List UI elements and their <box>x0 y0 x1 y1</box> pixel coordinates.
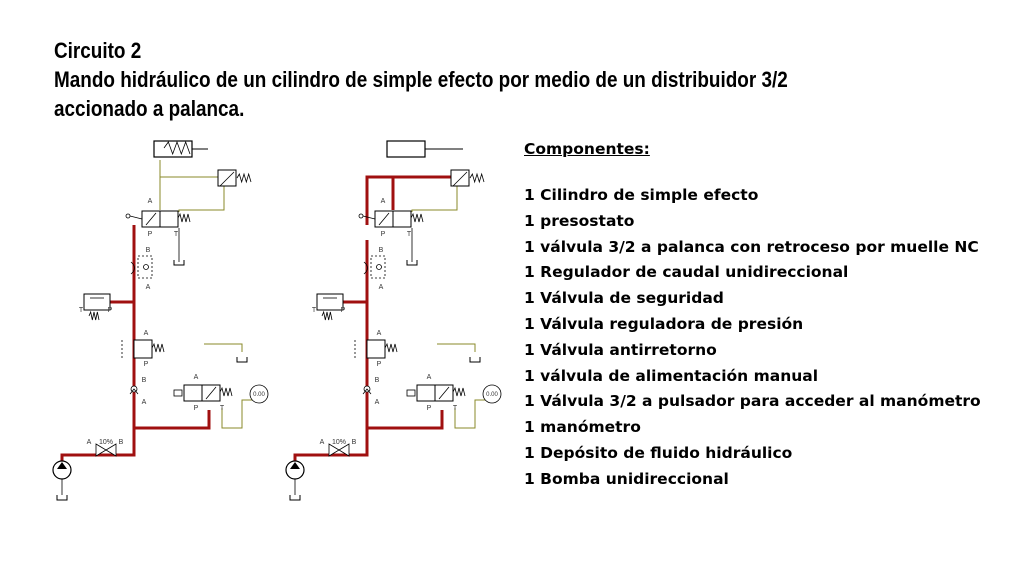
lever-arm <box>130 216 142 219</box>
pressure-line-gauge-branch <box>367 410 442 428</box>
pressure-line-main <box>62 240 134 463</box>
valve-32-box-right <box>160 211 178 227</box>
gauge-tank-icon <box>470 357 480 362</box>
port-label: B <box>141 377 147 384</box>
port-label: P <box>143 361 149 368</box>
gauge-signal-line <box>219 400 256 428</box>
port-label: A <box>378 284 384 291</box>
port-label: T <box>173 231 179 238</box>
push-button-icon <box>174 390 182 396</box>
pressure-line-main <box>295 240 367 463</box>
pressure-switch-spring-icon <box>237 174 251 182</box>
component-item: 1 Válvula de seguridad <box>524 289 724 308</box>
circuit-right <box>286 141 501 500</box>
pressure-line-gauge-branch <box>134 410 209 428</box>
pump-tank-icon <box>290 495 300 500</box>
manometer-reading: 0.00 <box>253 392 265 398</box>
gauge-valve-spring-icon <box>453 388 465 396</box>
cylinder-body <box>387 141 425 157</box>
valve-return-spring-icon <box>411 214 423 222</box>
component-item: 1 Válvula reguladora de presión <box>524 314 804 333</box>
pilot-line-drain <box>179 186 224 212</box>
port-label: B <box>351 439 357 446</box>
port-label: A <box>141 399 147 406</box>
pump-tank-icon <box>57 495 67 500</box>
flow-regulator-check <box>144 265 149 270</box>
flow-setting-label: 10% <box>331 439 347 446</box>
component-item: 1 válvula 3/2 a palanca con retroceso por muelle NC <box>524 237 979 256</box>
pressure-reg-spring-icon <box>385 344 397 352</box>
circuit-left <box>53 141 268 500</box>
port-label: A <box>147 198 153 205</box>
component-item: 1 Depósito de fluido hidráulico <box>524 443 793 462</box>
port-label: P <box>426 405 432 412</box>
pilot-line-drain <box>412 186 457 212</box>
title-line-2: Mando hidráulico de un cilindro de simple efecto por medio de un distribuidor 3/2 accionado a palanca. <box>54 67 788 121</box>
gauge-drain-line <box>437 344 475 352</box>
port-label: B <box>118 439 124 446</box>
relief-valve-spring-icon <box>89 312 99 320</box>
port-label: A <box>143 330 149 337</box>
port-label: T <box>311 307 317 314</box>
component-item: 1 presostato <box>524 211 635 230</box>
port-label: B <box>145 247 151 254</box>
flow-regulator-check <box>377 265 382 270</box>
gauge-valve-spring-icon <box>220 388 232 396</box>
component-item: 1 Regulador de caudal unidireccional <box>524 263 849 282</box>
components-items <box>524 183 981 493</box>
gauge-valve-box-left <box>184 385 202 401</box>
component-item: 1 Válvula antirretorno <box>524 340 717 359</box>
valve-return-spring-icon <box>178 214 190 222</box>
port-label: T <box>406 231 412 238</box>
relief-valve-spring-icon <box>322 312 332 320</box>
port-label: B <box>378 247 384 254</box>
flow-setting-label: 10% <box>98 439 114 446</box>
lever-icon <box>126 214 130 218</box>
lever-icon <box>359 214 363 218</box>
pressure-reg-body <box>367 340 385 358</box>
port-label: A <box>374 399 380 406</box>
pressure-reg-spring-icon <box>152 344 164 352</box>
push-button-icon <box>407 390 415 396</box>
component-item: 1 Bomba unidireccional <box>524 469 729 488</box>
port-label: B <box>374 377 380 384</box>
port-label: A <box>145 284 151 291</box>
lever-arm <box>363 216 375 219</box>
gauge-signal-line <box>452 400 489 428</box>
component-item: 1 Válvula 3/2 a pulsador para acceder al manómetro <box>524 392 981 411</box>
component-item: 1 Cilindro de simple efecto <box>524 186 759 204</box>
port-label: P <box>376 361 382 368</box>
port-label: P <box>340 307 346 314</box>
port-label: A <box>426 374 432 381</box>
port-label: P <box>380 231 386 238</box>
port-label: A <box>380 198 386 205</box>
port-label: A <box>86 439 92 446</box>
pressure-switch-spring-icon <box>470 174 484 182</box>
flow-regulator-body <box>371 256 385 278</box>
gauge-drain-line <box>204 344 242 352</box>
port-label: P <box>107 307 113 314</box>
relief-valve-body <box>317 294 343 310</box>
relief-valve-body <box>84 294 110 310</box>
gauge-tank-icon <box>237 357 247 362</box>
port-label: P <box>147 231 153 238</box>
pressure-reg-body <box>134 340 152 358</box>
valve-32-box-right <box>393 211 411 227</box>
gauge-valve-box-left <box>417 385 435 401</box>
manometer-reading: 0.00 <box>486 392 498 398</box>
flow-regulator-body <box>138 256 152 278</box>
port-label: A <box>376 330 382 337</box>
pilot-line-presostato <box>160 160 224 177</box>
component-item: 1 manómetro <box>524 418 641 437</box>
port-label: A <box>319 439 325 446</box>
component-item: 1 válvula de alimentación manual <box>524 366 819 385</box>
components-heading: Componentes: <box>524 140 650 158</box>
port-label: T <box>452 405 458 412</box>
title-line-1: Circuito 2 <box>54 38 142 63</box>
components-list <box>524 140 981 493</box>
port-label: A <box>193 374 199 381</box>
port-label: P <box>193 405 199 412</box>
port-label: T <box>219 405 225 412</box>
port-label: T <box>78 307 84 314</box>
